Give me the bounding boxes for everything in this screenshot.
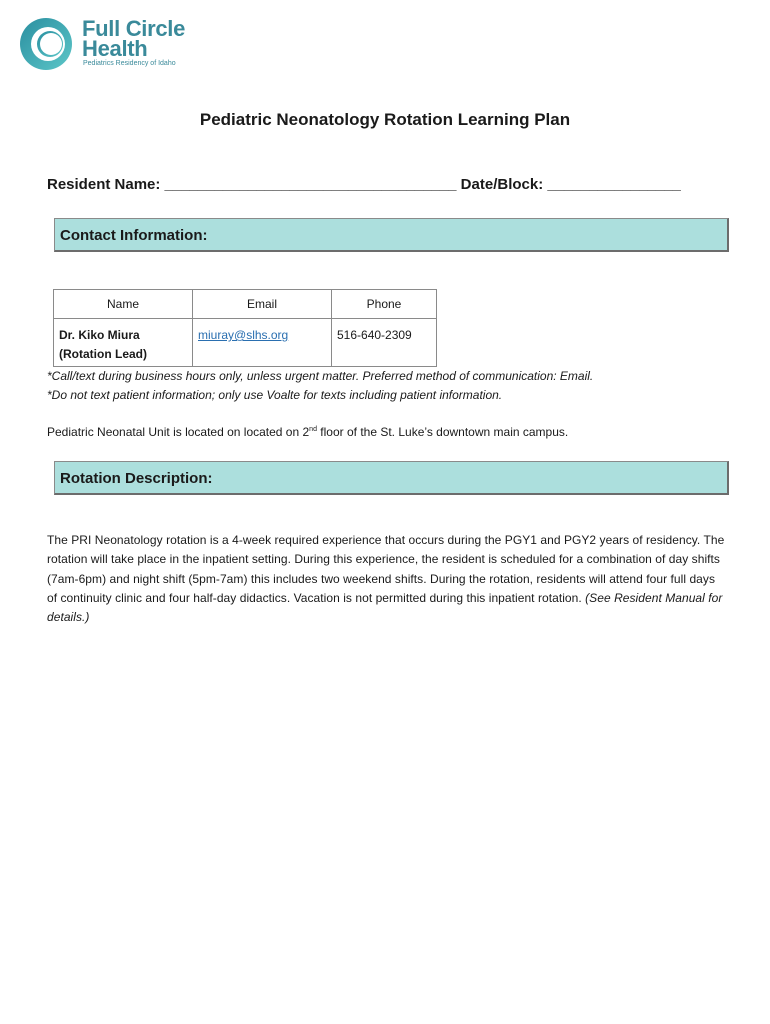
table-row [54, 319, 437, 367]
resident-name-date-line: Resident Name: ___________________________________ Date/Block: ________________ [47, 176, 681, 193]
logo-text-line2: Health [82, 36, 148, 61]
rotation-section-header [54, 461, 729, 495]
column-header-email: Email [193, 290, 332, 319]
circle-logo-icon [18, 16, 74, 72]
contact-phone-cell: 516-640-2309 [332, 319, 437, 367]
contact-table [53, 289, 437, 367]
logo-text-line1: Full Circle [82, 16, 186, 41]
contact-note: *Call/text during business hours only, unless urgent matter. Preferred method of communication: Email. [47, 369, 594, 383]
page-title: Pediatric Neonatology Rotation Learning Plan [199, 110, 571, 129]
resident-manual-note: (See Resident Manual for details.) [47, 590, 723, 625]
contact-email-cell [193, 319, 332, 367]
logo-subtitle: Pediatrics Residency of Idaho [83, 60, 176, 67]
email-link[interactable]: miuray@slhs.org [198, 328, 289, 342]
rotation-description [47, 531, 727, 627]
location-superscript: nd [309, 426, 317, 433]
location-text [47, 425, 568, 439]
full-circle-health-logo [18, 16, 218, 76]
contact-name: Dr. Kiko Miura [59, 328, 140, 342]
location-text-end: floor of the St. Luke’s downtown main campus. [316, 425, 569, 439]
contact-note: *Do not text patient information; only use Voalte for texts including patient information. [47, 388, 503, 402]
rotation-description-text: The PRI Neonatology rotation is a 4-week required experience that occurs during the PGY1 and PGY2 years of residency. The rotation will take place in the inpatient setting. During this experience, the resident is scheduled for a combination of day shifts (7am-6pm) and night shift (5pm-7am) this includes two weekend shifts. During the rotation, residents will attend four full days of continuity clinic and four half-day didactics. Vacation is not permitted during this inpatient rotation. [47, 533, 725, 605]
contact-section-header [54, 218, 729, 252]
rotation-section-title: Rotation Description: [60, 470, 213, 487]
column-header-phone: Phone [332, 290, 437, 319]
contact-role: (Rotation Lead) [59, 347, 147, 361]
location-text-start: Pediatric Neonatal Unit is located on located on 2 [47, 425, 310, 439]
column-header-name: Name [54, 290, 193, 319]
contact-name-cell [54, 319, 193, 367]
contact-section-title: Contact Information: [60, 227, 208, 244]
table-header-row [54, 290, 437, 319]
